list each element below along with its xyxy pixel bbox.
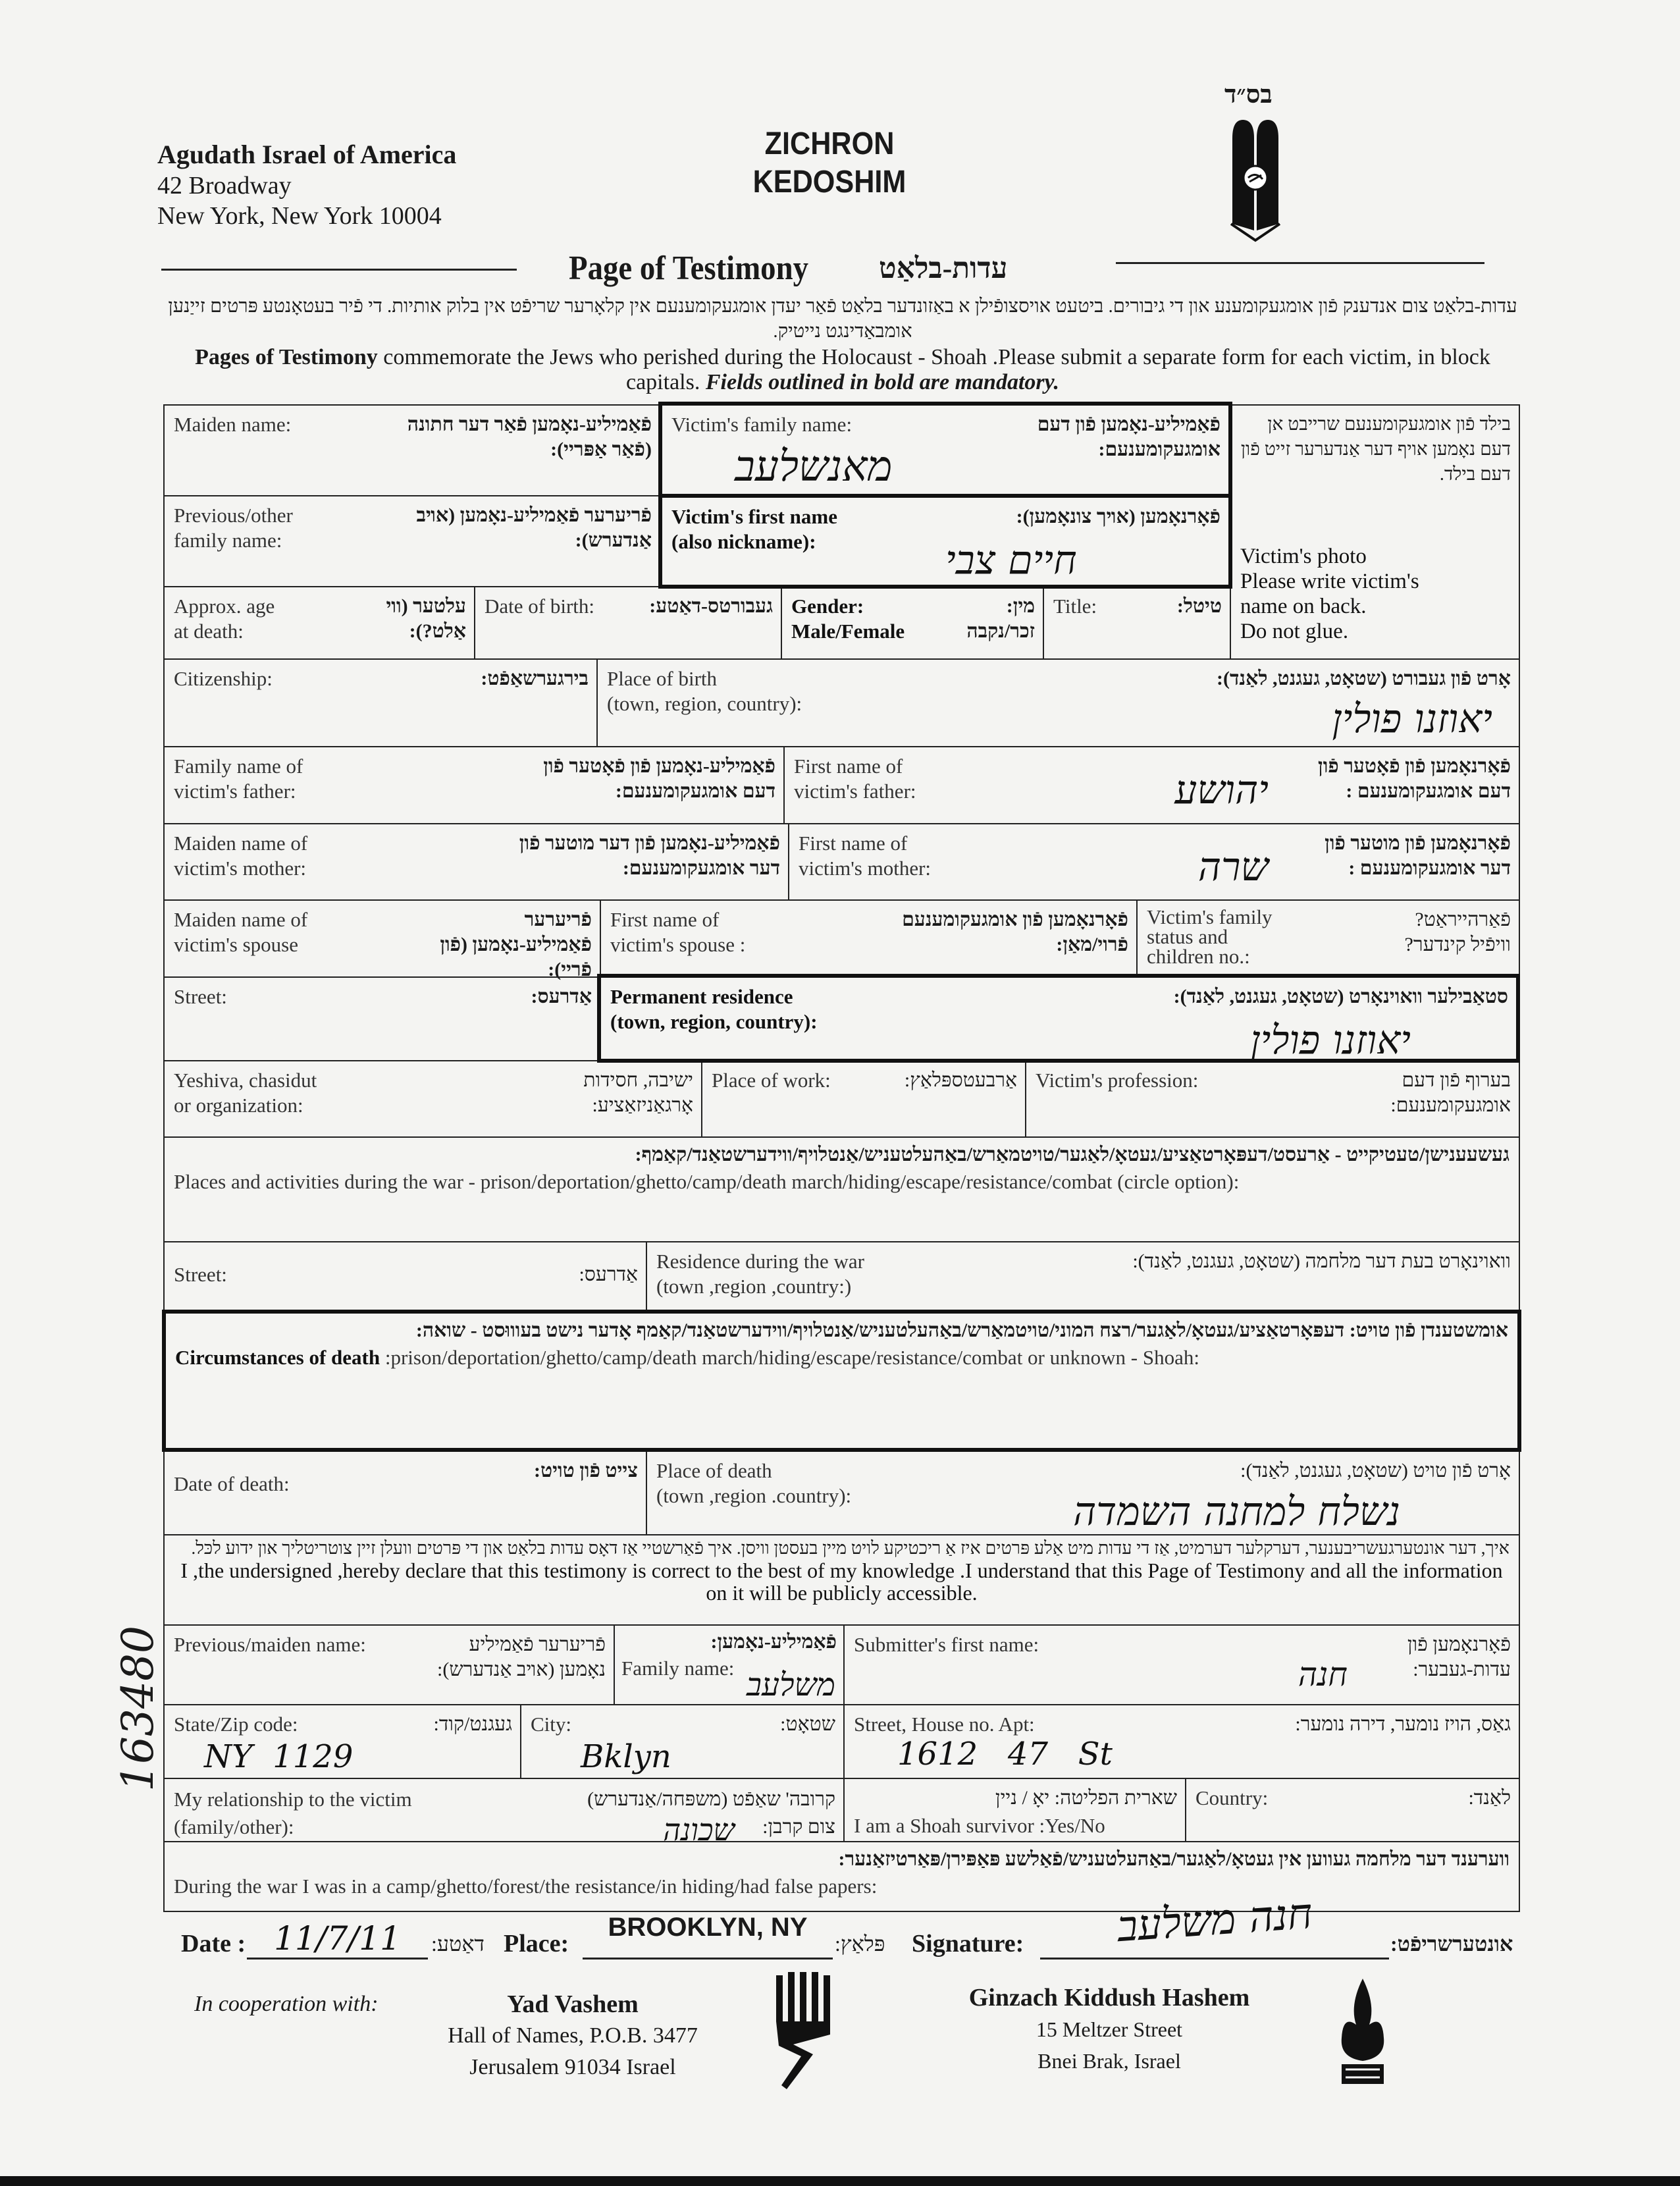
ginzach-line2: Bnei Brak, Israel [1037,2049,1181,2073]
father-first-name-value: יהושע [1174,767,1269,813]
label-he: טיטל: [1176,595,1222,617]
label-he: פֿאָרנאָמען פֿון עדות-געבער: [1407,1634,1511,1680]
field-title[interactable] [1043,586,1231,660]
field-date-of-death[interactable] [163,1451,647,1535]
title-rule-left [161,269,517,271]
circumstances-labels [175,1319,1508,1370]
date-value: 11/7/11 [274,1919,401,1958]
label-he: אָרט פֿון געבורט (שטאָט, געגנט, לאַנד): [1217,668,1511,689]
yad-vashem-line2: Jerusalem 91034 Israel [469,2055,676,2079]
yad-vashem-logo-icon [774,1972,836,2091]
field-submitter-previous-name[interactable] [163,1624,615,1705]
field-victim-first-name[interactable] [658,494,1232,589]
declaration-text [174,1538,1509,1604]
label-en: Street: [174,985,227,1008]
label-en: I am a Shoah survivor :Yes/No [854,1814,1105,1837]
label-en: Previous/other family name: [174,504,293,552]
label-en: Victim's profession: [1036,1069,1199,1092]
bsd-mark: בס״ד [1224,81,1273,109]
label-en: During the war I was in a camp/ghetto/forest/the resistance/in hiding/had false papers: [174,1875,878,1898]
label-he: אָרט פֿון טויט (שטאָט, געגנט, לאַנד): [1240,1460,1511,1481]
label-he: געבורטס-דאַטע: [649,595,773,617]
label-he: צייט פֿון טויט: [534,1460,638,1481]
label-en: Permanent residence (town, region, country): [610,985,818,1033]
yad-vashem-address [434,1988,711,2083]
label-he: געגנט/קוד: [433,1713,512,1735]
field-place-of-death[interactable] [646,1451,1520,1535]
label-he: ישיבה, חסידות אָרגאַניזאַציע: [583,1069,693,1116]
victim-photo-area[interactable] [1230,404,1520,660]
label-en: First name of victim's father: [794,755,916,803]
field-spouse-maiden-name[interactable] [163,899,601,978]
label-he: פֿאָרנאָמען פֿון מוטער פֿון דער אומגעקומענעם : [1325,832,1511,879]
label-he: שארית הפליטה: יאָ / ניין [995,1787,1177,1809]
label-en: Family name of victim's father: [174,755,303,803]
field-war-residence[interactable] [646,1241,1520,1312]
label-he: לאַנד: [1468,1787,1511,1809]
place-field[interactable] [583,1913,833,1959]
field-places-activities[interactable] [163,1136,1520,1242]
label-he: בירגערשאַפֿט: [481,668,589,689]
field-spouse-first-name[interactable] [600,899,1138,978]
photo-note-he: בילד פֿון אומגעקומענעם שרייבט אן דעם נאָמען אויף דער אַנדערער זייט פֿון דעם בילד. [1240,414,1511,485]
program-name [741,125,918,201]
label-he: בערוף פֿון דעם אומגעקומענעם: [1390,1069,1511,1116]
signature-label-he: אונטערשריפֿט: [1390,1932,1513,1956]
declaration-he: איך, דער אונטערגעשריבענער, דערקלער דערמיט, אַז די עדות מיט אַלע פּרטים איז אַ ריכטיקע לויט מיין בעסטן וויסן. איך פֿאַרשטיי אַז דאָס עדות בלאַט און די פּרטים וועלן זיין צוטריטליך און ידוע לכּל. [191,1538,1509,1558]
label-he: סטאַבילער וואוינאָרט (שטאָט, געגנט, לאַנד): [1173,986,1508,1007]
label-he: פֿאַמיליע-נאָמען פֿון דער מוטער פֿון דער אומגעקומענעם: [519,832,780,879]
label-en: State/Zip code: [174,1713,298,1736]
label-en: First name of victim's spouse : [610,908,746,956]
field-profession[interactable] [1025,1060,1520,1138]
label-en: Maiden name: [174,413,292,436]
title-rule-right [1116,262,1484,264]
label-he: שטאָט: [780,1713,835,1735]
field-mother-maiden-name[interactable] [163,823,789,901]
field-approx-age[interactable] [163,586,475,660]
label-en: My relationship to the victim (family/other): [174,1788,412,1838]
label-en: Country: [1195,1786,1269,1809]
label-en: First name of victim's mother: [799,832,932,880]
label-en: Residence during the war (town ,region ,country:) [656,1250,864,1298]
declaration-en: I ,the undersigned ,hereby declare that this testimony is correct to the best of my knowledge .I understand that this Page of Testimony and all the information on it will be publicly accessible. [180,1559,1503,1605]
field-street[interactable] [163,976,601,1061]
field-citizenship[interactable] [163,658,598,747]
place-label: Place: [504,1930,569,1958]
label-he: עלטער (ווי אַלט?): [386,595,466,642]
intro-mandatory-note: Fields outlined in bold are mandatory. [705,370,1059,394]
place-of-birth-value: יאוזנו פולין [1332,696,1492,742]
place-value: BROOKLYN, NY [608,1913,808,1942]
label-he: פֿריערער פֿאַמיליע-נאָמען (פֿון פֿריי): [440,909,592,980]
label-he: פֿאַמיליע-נאָמען פֿאַר דער חתונה (פֿאַר אַפּריי): [407,413,652,460]
field-father-first-name[interactable] [783,746,1520,824]
submitter-first-name-value: חנה [1298,1655,1348,1693]
label-en [175,1345,1508,1370]
ginzach-name: Ginzach Kiddush Hashem [968,1984,1250,2012]
photo-note-en: Victim's photo Please write victim's name on back. Do not glue. [1240,545,1419,643]
label-he: אומשטענדן פֿון טויט: דעפּאָרטאַציע/געטאָ/לאַגער/רצח המוני/טויטמאַרש/באַהעלטעניש/אַנטלויף/ווידערשטאַנד/קאַמף אָדער נישט בעוווּסט - שואה: [415,1320,1508,1341]
field-permanent-residence[interactable] [597,974,1520,1063]
yad-vashem-name: Yad Vashem [507,1990,639,2018]
field-family-status[interactable] [1136,899,1520,978]
victim-family-name-value: מאנשלעב [735,442,893,491]
field-date-of-birth[interactable] [474,586,782,660]
label-he: פֿאָרנאָמען פֿון אומגעקומענעם פֿרוי/מאַן: [902,909,1128,955]
field-city[interactable] [520,1704,845,1779]
org-city: New York, New York 10004 [157,202,442,230]
intro-english [165,345,1521,395]
page-title: Page of Testimony [569,250,809,287]
label-he: אַרבעטספּלאַץ: [904,1069,1017,1091]
label-en-options: :prison/deportation/ghetto/camp/death march/hiding/escape/resistance/combat or unknown - Shoah: [380,1346,1199,1369]
field-circumstances-of-death[interactable] [162,1310,1521,1452]
field-state-zip[interactable] [163,1704,521,1779]
label-he: ווערענד דער מלחמה געווען אין געטאָ/לאַגער/באַהעלטעניש/פֿאַלשע פּאַפּירן/פּאַרטיזאַנער: [838,1848,1509,1870]
label-en: Previous/maiden name: [174,1633,366,1656]
intro-hebrew: עדות-בלאַט צום אנדענק פֿון אומגעקומענע און די גיבורים. ביטעט אויסצופֿילן א באַזונדער בלאַט פֿאַר יעדן אומגעקומענעם אין קלאָרער שריפֿט אין בלוק אותיות. די פֿיר בעטאָנטע פּרטים זייַנען אומבאַדינגט נייטיק. [168,296,1517,342]
yad-vashem-line1: Hall of Names, P.O.B. 3477 [448,2023,698,2048]
label-he: מין: זכר/נקבה [966,595,1035,642]
field-previous-family-name[interactable] [163,495,661,587]
label-en: Title: [1053,595,1097,618]
field-war-street[interactable] [163,1241,647,1312]
date-label-he: דאַטע: [431,1932,485,1956]
field-mother-first-name[interactable] [788,823,1520,901]
field-country[interactable] [1185,1778,1520,1842]
label-en: Place of death (town ,region .country): [656,1459,852,1507]
declaration [163,1534,1520,1626]
ginzach-address [948,1982,1271,2077]
label-he: וואוינאָרט בעת דער מלחמה (שטאָט, געגנט, לאַנד): [1132,1250,1511,1272]
label-he: פֿאָרנאָמען (אױך צונאָמען): [1016,506,1221,527]
signature-label: Signature: [912,1930,1024,1958]
field-submitter-family-name[interactable] [614,1624,845,1705]
intro-text: commemorate the Jews who perished during the Holocaust - Shoah .Please submit a separate form for each victim, in block capitals. [377,345,1490,394]
field-shoah-survivor[interactable] [843,1778,1186,1842]
label-he: אַדרעס: [531,986,592,1007]
label-he: פֿאַמיליע-נאָמען פֿון דעם אומגעקומענעם: [1037,413,1221,460]
field-father-family-name[interactable] [163,746,785,824]
tablets-logo-icon [1230,119,1281,244]
label-he: גאַס, הויז נומער, דירה נומער: [1295,1713,1511,1735]
place-of-death-value: נשלח למחנה השמדה [1073,1489,1400,1535]
mother-first-name-value: שרה [1197,844,1269,890]
signature-value: חנה משלעב [1115,1889,1314,1952]
field-relationship[interactable] [163,1778,845,1848]
program-line1: ZICHRON [764,126,895,161]
label-en: Victim's family status and children no.: [1147,905,1273,968]
organization-address [157,140,456,231]
label-he: געשעענישן/טעטיקייט - אַרעסט/דעפּאָרטאַציע/געטאָ/לאַגער/טויטמאַרש/באַהעלטעניש/אַנטלויף/ווידערשטאַנד/קאַמף: [635,1144,1509,1165]
field-gender[interactable] [781,586,1044,660]
label-en: Places and activities during the war - prison/deportation/ghetto/camp/death march/hiding/escape/resistance/combat (circle option): [174,1170,1240,1193]
label-he: פֿריערער פֿאַמיליע נאָמען (אױב אַנדערש): [437,1634,606,1680]
org-name: Agudath Israel of America [157,140,457,169]
places-activities-labels [174,1143,1509,1194]
permanent-residence-value: יאוזנו פולין [1250,1017,1411,1063]
label-en: Gender: Male/Female [791,595,905,643]
field-place-of-work[interactable] [701,1060,1026,1138]
label-en: Family name: [621,1657,735,1680]
label-en: Place of work: [712,1069,831,1092]
label-he: פֿאַרהייראַט? וויפֿיל קינדער? [1404,909,1511,955]
label-he: פֿאַמיליע-נאָמען פֿון פֿאָטער פֿון דעם אומגעקומענעם: [543,755,775,802]
label-en: Approx. age at death: [174,595,275,643]
label-he: קרובה' שאַפֿט (משפּחה/אַנדערש) צום קרבן: [587,1788,835,1838]
field-submitter-first-name[interactable] [843,1624,1520,1705]
field-maiden-name[interactable] [163,404,661,496]
street-house-value: 1612 47 St [897,1736,1113,1773]
label-en: Yeshiva, chasidut or organization: [174,1069,317,1117]
program-line2: KEDOSHIM [752,165,906,200]
field-place-of-birth[interactable] [596,658,1520,747]
label-en: Maiden name of victim's mother: [174,832,308,880]
relationship-value: שכונה [663,1812,735,1848]
label-en-bold: Circumstances of death [175,1346,381,1369]
label-en: City: [531,1713,572,1736]
label-en: Victim's family name: [671,413,853,436]
victim-first-name-value: חיים צבי [945,537,1077,583]
date-field[interactable] [247,1919,428,1959]
label-en: Place of birth (town, region, country): [607,667,802,715]
intro-bold: Pages of Testimony [195,345,378,369]
label-en: Submitter's first name: [854,1633,1039,1656]
field-yeshiva[interactable] [163,1060,702,1138]
city-value: Bklyn [581,1738,671,1775]
cooperation-label: In cooperation with: [194,1992,379,2016]
label-he: פֿאָרנאָמען פֿון פֿאָטער פֿון דעם אומגעקומענעם : [1318,755,1511,802]
label-en: Date of death: [174,1472,290,1495]
page-title-hebrew: עדות-בלאַט [879,252,1008,284]
label-en: Victim's first name (also nickname): [671,505,837,553]
label-he: פֿריערער פֿאַמיליע-נאָמען (אױב אַנדערש): [416,504,652,551]
place-label-he: פּלאַץ: [835,1932,885,1956]
label-he: פֿאַמיליע-נאָמען: [710,1631,837,1653]
label-en: Date of birth: [485,595,595,618]
signature-field[interactable] [1040,1889,1389,1959]
state-zip-value: NY 1129 [204,1738,354,1775]
submitter-family-name-value: משלעב [746,1666,835,1703]
field-victim-family-name[interactable] [658,402,1232,498]
label-en: Street: [174,1263,227,1286]
date-label: Date : [181,1930,246,1958]
side-record-number: 163480 [113,1626,163,1792]
label-en: Citizenship: [174,667,273,690]
label-en: Street, House no. Apt: [854,1713,1035,1736]
field-street-house[interactable] [843,1704,1520,1779]
ginzach-line1: 15 Meltzer Street [1036,2017,1183,2041]
label-he: אַדרעס: [579,1264,638,1285]
label-en: Maiden name of victim's spouse [174,908,308,956]
ginzach-flame-logo-icon [1336,1979,1389,2087]
org-street: 42 Broadway [157,172,292,200]
scan-edge [0,2176,1680,2186]
